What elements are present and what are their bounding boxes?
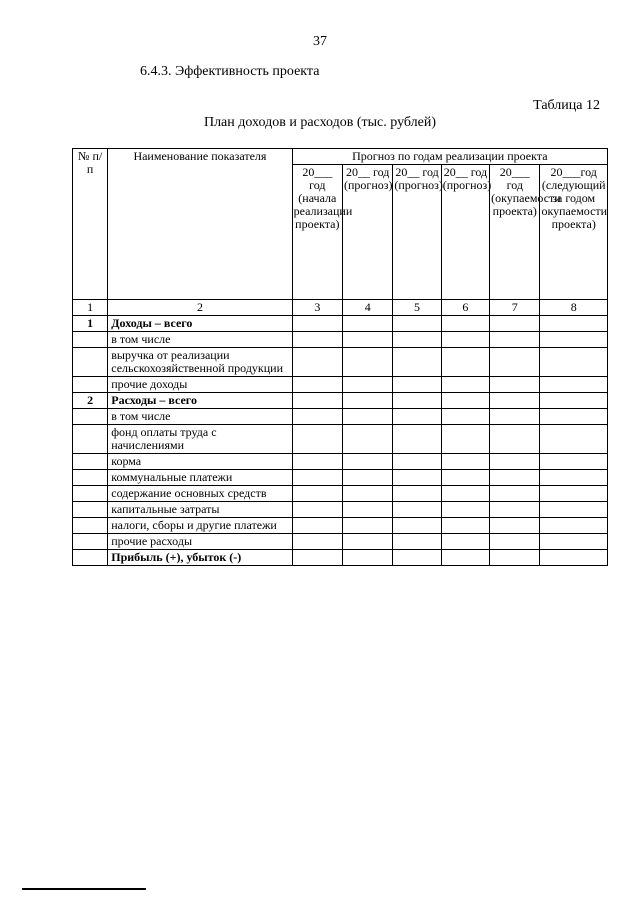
- row-number: [73, 486, 108, 502]
- column-number: 2: [108, 300, 292, 316]
- value-cell: [490, 518, 540, 534]
- table-row: [73, 470, 608, 486]
- value-cell: [393, 454, 441, 470]
- row-number: [73, 348, 108, 377]
- value-cell: [393, 518, 441, 534]
- table-row: [73, 550, 608, 566]
- value-cell: [393, 348, 441, 377]
- value-cell: [292, 534, 342, 550]
- value-cell: [441, 332, 489, 348]
- table-row: [73, 393, 608, 409]
- table-row: [73, 409, 608, 425]
- value-cell: [540, 454, 608, 470]
- row-number: [73, 470, 108, 486]
- value-cell: [393, 316, 441, 332]
- row-label: налоги, сборы и другие платежи: [108, 518, 292, 534]
- row-label: в том числе: [108, 409, 292, 425]
- header-year-1: 20___ год (начала реализации проекта): [292, 165, 342, 300]
- value-cell: [343, 454, 393, 470]
- row-number: [73, 409, 108, 425]
- value-cell: [441, 377, 489, 393]
- value-cell: [343, 332, 393, 348]
- value-cell: [343, 518, 393, 534]
- value-cell: [393, 425, 441, 454]
- table-row: [73, 348, 608, 377]
- value-cell: [393, 409, 441, 425]
- header-num: № п/п: [73, 149, 108, 300]
- section-title: 6.4.3. Эффективность проекта: [140, 64, 320, 79]
- value-cell: [540, 470, 608, 486]
- table-row: [73, 316, 608, 332]
- value-cell: [441, 470, 489, 486]
- table-row: [73, 534, 608, 550]
- value-cell: [292, 502, 342, 518]
- value-cell: [490, 332, 540, 348]
- row-label: Доходы – всего: [108, 316, 292, 332]
- value-cell: [490, 486, 540, 502]
- value-cell: [292, 425, 342, 454]
- value-cell: [540, 348, 608, 377]
- value-cell: [292, 454, 342, 470]
- row-label: выручка от реализации сельскохозяйственной продукции: [108, 348, 292, 377]
- value-cell: [490, 348, 540, 377]
- column-number: 1: [73, 300, 108, 316]
- column-number: 3: [292, 300, 342, 316]
- value-cell: [441, 316, 489, 332]
- value-cell: [292, 470, 342, 486]
- column-number: 5: [393, 300, 441, 316]
- row-label: Прибыль (+), убыток (-): [108, 550, 292, 566]
- value-cell: [393, 377, 441, 393]
- value-cell: [490, 377, 540, 393]
- row-number: 1: [73, 316, 108, 332]
- row-label: содержание основных средств: [108, 486, 292, 502]
- value-cell: [490, 470, 540, 486]
- table-caption: План доходов и расходов (тыс. рублей): [203, 115, 437, 130]
- column-number: 4: [343, 300, 393, 316]
- value-cell: [490, 454, 540, 470]
- row-label: Расходы – всего: [108, 393, 292, 409]
- value-cell: [540, 393, 608, 409]
- value-cell: [540, 518, 608, 534]
- row-label: прочие расходы: [108, 534, 292, 550]
- row-number: [73, 454, 108, 470]
- value-cell: [343, 470, 393, 486]
- value-cell: [292, 550, 342, 566]
- value-cell: [441, 486, 489, 502]
- header-year-6: 20___год (следующий за годом окупаемости проекта): [540, 165, 608, 300]
- value-cell: [292, 348, 342, 377]
- table-row: [73, 377, 608, 393]
- value-cell: [441, 534, 489, 550]
- table-row: [73, 454, 608, 470]
- value-cell: [540, 409, 608, 425]
- row-number: [73, 502, 108, 518]
- value-cell: [343, 425, 393, 454]
- value-cell: [343, 377, 393, 393]
- income-expense-table: [72, 148, 608, 566]
- value-cell: [540, 316, 608, 332]
- row-number: [73, 377, 108, 393]
- value-cell: [343, 486, 393, 502]
- value-cell: [292, 393, 342, 409]
- table-row: [73, 332, 608, 348]
- header-year-5: 20___ год (окупаемости проекта): [490, 165, 540, 300]
- value-cell: [441, 393, 489, 409]
- header-year-3: 20__ год (прогноз): [393, 165, 441, 300]
- column-numbers-row: [73, 300, 608, 316]
- value-cell: [490, 316, 540, 332]
- row-label: корма: [108, 454, 292, 470]
- header-forecast: Прогноз по годам реализации проекта: [292, 149, 607, 165]
- value-cell: [393, 486, 441, 502]
- value-cell: [540, 377, 608, 393]
- value-cell: [540, 425, 608, 454]
- value-cell: [441, 425, 489, 454]
- value-cell: [441, 502, 489, 518]
- row-label: в том числе: [108, 332, 292, 348]
- row-label: прочие доходы: [108, 377, 292, 393]
- row-number: [73, 550, 108, 566]
- value-cell: [343, 348, 393, 377]
- value-cell: [343, 409, 393, 425]
- row-number: [73, 518, 108, 534]
- value-cell: [540, 332, 608, 348]
- value-cell: [441, 348, 489, 377]
- value-cell: [540, 550, 608, 566]
- value-cell: [540, 502, 608, 518]
- table-row: [73, 425, 608, 454]
- row-number: [73, 534, 108, 550]
- value-cell: [343, 393, 393, 409]
- value-cell: [490, 393, 540, 409]
- value-cell: [292, 316, 342, 332]
- value-cell: [343, 534, 393, 550]
- column-number: 8: [540, 300, 608, 316]
- value-cell: [540, 486, 608, 502]
- value-cell: [490, 425, 540, 454]
- table-row: [73, 518, 608, 534]
- column-number: 6: [441, 300, 489, 316]
- value-cell: [292, 377, 342, 393]
- value-cell: [441, 550, 489, 566]
- value-cell: [393, 534, 441, 550]
- row-number: [73, 425, 108, 454]
- value-cell: [393, 550, 441, 566]
- value-cell: [441, 454, 489, 470]
- table-row: [73, 502, 608, 518]
- value-cell: [292, 518, 342, 534]
- footnote-rule: [22, 888, 146, 890]
- value-cell: [292, 486, 342, 502]
- value-cell: [343, 550, 393, 566]
- value-cell: [490, 534, 540, 550]
- value-cell: [343, 316, 393, 332]
- row-number: [73, 332, 108, 348]
- value-cell: [540, 534, 608, 550]
- header-year-2: 20__ год (прогноз): [343, 165, 393, 300]
- header-year-4: 20__ год (прогноз): [441, 165, 489, 300]
- value-cell: [393, 332, 441, 348]
- value-cell: [441, 518, 489, 534]
- page-number: 37: [313, 34, 327, 49]
- value-cell: [393, 393, 441, 409]
- value-cell: [490, 502, 540, 518]
- value-cell: [343, 502, 393, 518]
- row-number: 2: [73, 393, 108, 409]
- table-header-row: [73, 149, 608, 165]
- value-cell: [292, 409, 342, 425]
- value-cell: [441, 409, 489, 425]
- value-cell: [292, 332, 342, 348]
- row-label: коммунальные платежи: [108, 470, 292, 486]
- value-cell: [393, 502, 441, 518]
- value-cell: [393, 470, 441, 486]
- value-cell: [490, 409, 540, 425]
- row-label: фонд оплаты труда с начислениями: [108, 425, 292, 454]
- table-label: Таблица 12: [533, 98, 600, 113]
- row-label: капитальные затраты: [108, 502, 292, 518]
- value-cell: [490, 550, 540, 566]
- table-row: [73, 486, 608, 502]
- header-indicator: Наименование показателя: [108, 149, 292, 300]
- column-number: 7: [490, 300, 540, 316]
